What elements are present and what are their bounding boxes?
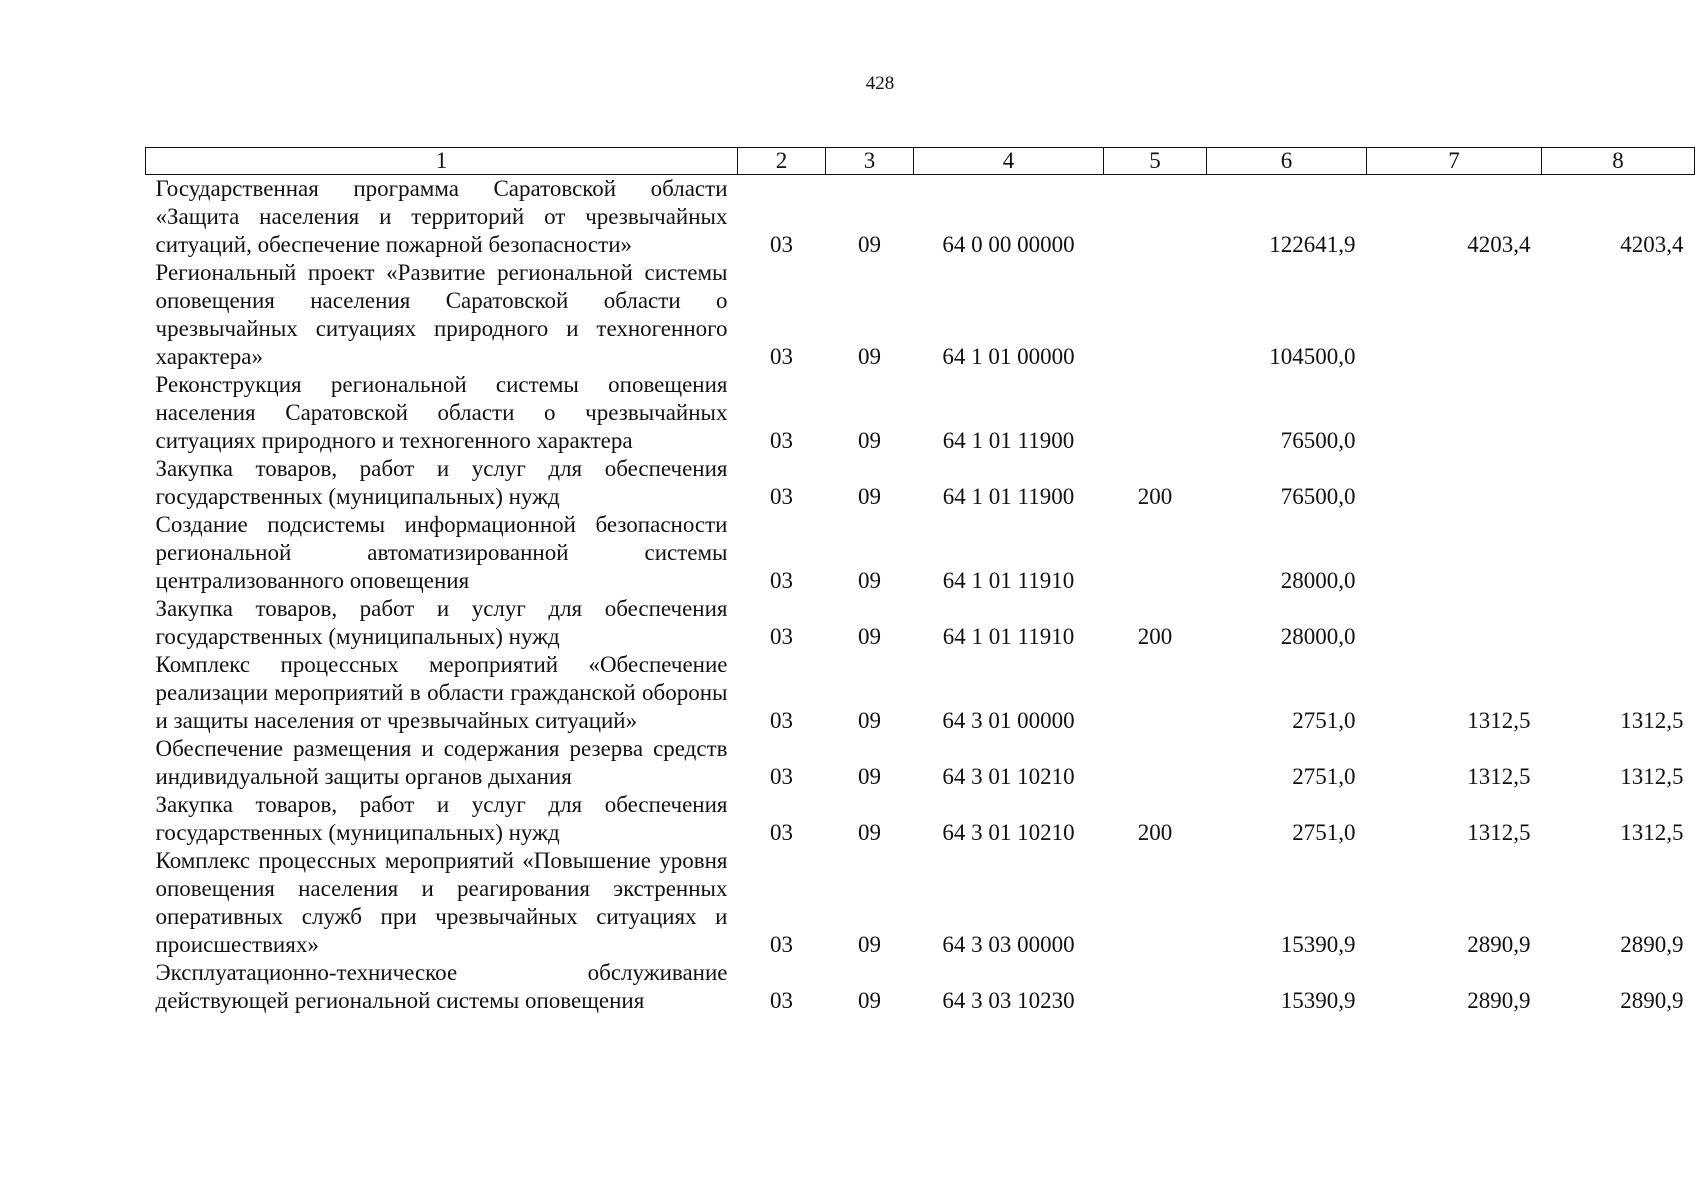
row-target-article: 64 1 01 11910 (942, 624, 1075, 649)
row-section: 03 (770, 820, 793, 845)
row-sum-2: 2890,9 (1467, 988, 1531, 1013)
row-sum-3 (1542, 259, 1695, 371)
row-subsection: 09 (858, 988, 881, 1013)
row-subsection: 09 (858, 344, 881, 369)
row-expense-type (1104, 959, 1207, 1015)
row-name: Эксплуатационно-техническое обслуживание действующей региональной системы оповещения (155, 960, 728, 1013)
table-row (146, 455, 1695, 511)
row-subsection: 09 (858, 932, 881, 957)
row-target-article: 64 1 01 11900 (942, 428, 1075, 453)
row-section: 03 (770, 568, 793, 593)
row-target-article: 64 3 03 10230 (942, 988, 1075, 1013)
row-subsection: 09 (858, 708, 881, 733)
row-section: 03 (770, 232, 793, 257)
row-sum-1: 76500,0 (1280, 428, 1356, 453)
row-sum-2: 1312,5 (1467, 820, 1531, 845)
row-section: 03 (770, 932, 793, 957)
row-name: Комплекс процессных мероприятий «Обеспечение реализации мероприятий в области гражданской обороны и защиты населения от чрезвычайных ситуаций» (155, 652, 728, 733)
row-target-article: 64 3 01 10210 (942, 764, 1075, 789)
row-sum-1: 28000,0 (1280, 568, 1356, 593)
table-row (146, 651, 1695, 735)
row-sum-3: 1312,5 (1620, 708, 1684, 733)
row-sum-2 (1367, 371, 1542, 455)
table-row (146, 595, 1695, 651)
row-section: 03 (770, 484, 793, 509)
row-sum-1: 2751,0 (1292, 820, 1356, 845)
row-sum-1: 2751,0 (1292, 764, 1356, 789)
header-col-6: 6 (1207, 148, 1367, 175)
table-row (146, 959, 1695, 1015)
row-sum-2: 4203,4 (1467, 232, 1531, 257)
row-subsection: 09 (858, 764, 881, 789)
row-name: Реконструкция региональной системы оповещения населения Саратовской области о чрезвычайных ситуациях природного и техногенного характера (155, 372, 728, 453)
row-section: 03 (770, 764, 793, 789)
header-col-1: 1 (146, 148, 738, 175)
table-row (146, 847, 1695, 959)
row-target-article: 64 1 01 11900 (942, 484, 1075, 509)
table-row (146, 735, 1695, 791)
header-col-3: 3 (826, 148, 914, 175)
row-subsection: 09 (858, 484, 881, 509)
row-target-article: 64 3 01 10210 (942, 820, 1075, 845)
table-row (146, 259, 1695, 371)
row-target-article: 64 3 03 00000 (942, 932, 1075, 957)
row-expense-type (1104, 847, 1207, 959)
row-subsection: 09 (858, 568, 881, 593)
header-col-4: 4 (914, 148, 1104, 175)
row-sum-3: 1312,5 (1620, 820, 1684, 845)
row-subsection: 09 (858, 232, 881, 257)
row-expense-type (1104, 371, 1207, 455)
row-name: Закупка товаров, работ и услуг для обеспечения государственных (муниципальных) нужд (155, 792, 728, 845)
header-col-8: 8 (1542, 148, 1695, 175)
row-sum-2 (1367, 455, 1542, 511)
row-sum-3 (1542, 511, 1695, 595)
row-section: 03 (770, 344, 793, 369)
table-row (146, 371, 1695, 455)
row-section: 03 (770, 708, 793, 733)
page-number: 428 (865, 73, 895, 94)
row-sum-1: 76500,0 (1280, 484, 1356, 509)
row-subsection: 09 (858, 624, 881, 649)
row-name: Закупка товаров, работ и услуг для обеспечения государственных (муниципальных) нужд (155, 596, 728, 649)
row-name: Комплекс процессных мероприятий «Повышение уровня оповещения населения и реагирования экстренных оперативных служб при чрезвычайных ситуациях и происшествиях» (155, 848, 728, 957)
row-name: Региональный проект «Развитие региональной системы оповещения населения Саратовской области о чрезвычайных ситуациях природного и техногенного характера» (155, 260, 728, 369)
row-sum-3 (1542, 455, 1695, 511)
header-col-5: 5 (1104, 148, 1207, 175)
row-sum-3: 1312,5 (1620, 764, 1684, 789)
row-target-article: 64 1 01 00000 (942, 344, 1075, 369)
row-name: Создание подсистемы информационной безопасности региональной автоматизированной системы централизованного оповещения (155, 512, 728, 593)
row-sum-1: 104500,0 (1269, 344, 1356, 369)
table-row (146, 791, 1695, 847)
row-sum-2: 2890,9 (1467, 932, 1531, 957)
row-target-article: 64 1 01 11910 (942, 568, 1075, 593)
row-expense-type (1104, 259, 1207, 371)
row-sum-1: 2751,0 (1292, 708, 1356, 733)
row-expense-type: 200 (1137, 820, 1173, 845)
row-sum-1: 15390,9 (1280, 988, 1356, 1013)
row-sum-3 (1542, 595, 1695, 651)
row-sum-1: 122641,9 (1269, 232, 1356, 257)
row-sum-3: 2890,9 (1620, 988, 1684, 1013)
row-sum-3: 4203,4 (1620, 232, 1684, 257)
row-expense-type (1104, 735, 1207, 791)
row-expense-type (1104, 175, 1207, 260)
row-name: Обеспечение размещения и содержания резерва средств индивидуальной защиты органов дыхания (155, 736, 728, 789)
row-section: 03 (770, 624, 793, 649)
row-sum-2: 1312,5 (1467, 764, 1531, 789)
table-row (146, 511, 1695, 595)
row-sum-2 (1367, 259, 1542, 371)
row-section: 03 (770, 428, 793, 453)
row-subsection: 09 (858, 428, 881, 453)
row-sum-3: 2890,9 (1620, 932, 1684, 957)
row-sum-1: 28000,0 (1280, 624, 1356, 649)
row-sum-2 (1367, 595, 1542, 651)
row-subsection: 09 (858, 820, 881, 845)
row-expense-type: 200 (1137, 484, 1173, 509)
row-sum-1: 15390,9 (1280, 932, 1356, 957)
row-expense-type (1104, 511, 1207, 595)
table-row (146, 175, 1695, 260)
row-target-article: 64 0 00 00000 (942, 232, 1075, 257)
budget-table (145, 147, 1695, 1015)
header-col-7: 7 (1367, 148, 1542, 175)
row-section: 03 (770, 988, 793, 1013)
row-name: Закупка товаров, работ и услуг для обеспечения государственных (муниципальных) нужд (155, 456, 728, 509)
header-row (146, 148, 1695, 175)
row-sum-3 (1542, 371, 1695, 455)
row-expense-type (1104, 651, 1207, 735)
row-expense-type: 200 (1137, 624, 1173, 649)
row-sum-2 (1367, 511, 1542, 595)
header-col-2: 2 (738, 148, 826, 175)
row-sum-2: 1312,5 (1467, 708, 1531, 733)
row-target-article: 64 3 01 00000 (942, 708, 1075, 733)
row-name: Государственная программа Саратовской области «Защита населения и территорий от чрезвычайных ситуаций, обеспечение пожарной безопасности» (155, 176, 728, 257)
